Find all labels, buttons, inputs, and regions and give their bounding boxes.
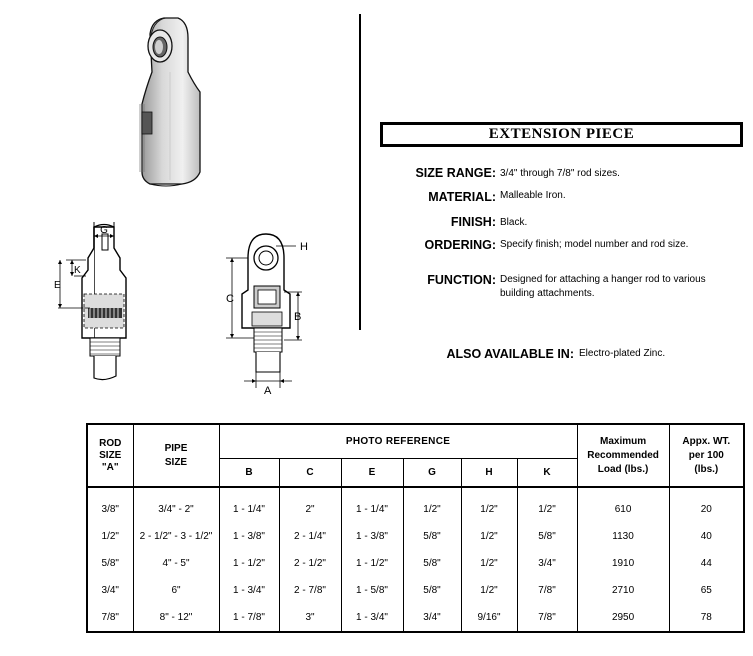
cell-weight: 40 [669, 523, 744, 550]
cell-g: 5/8" [403, 523, 461, 550]
cell-c: 2" [279, 487, 341, 523]
cell-load: 2950 [577, 604, 669, 632]
header-weight: Appx. WT. per 100 (lbs.) [669, 424, 744, 487]
cell-k: 7/8" [517, 577, 577, 604]
header-pipe-size: PIPE SIZE [133, 424, 219, 487]
cell-e: 1 - 3/4" [341, 604, 403, 632]
cell-k: 3/4" [517, 550, 577, 577]
function-value-line-1: Designed for attaching a hanger rod to various [500, 274, 706, 285]
cell-pipe: 4" - 5" [133, 550, 219, 577]
cell-pipe: 6" [133, 577, 219, 604]
cell-pipe: 2 - 1/2" - 3 - 1/2" [133, 523, 219, 550]
cell-h: 1/2" [461, 577, 517, 604]
finish-value: Black. [500, 217, 528, 228]
table-row [87, 523, 744, 550]
cell-weight: 20 [669, 487, 744, 523]
label-g: G [100, 225, 108, 236]
size-range-value: 3/4" through 7/8" rod sizes. [500, 168, 620, 179]
cell-rod: 1/2" [87, 523, 133, 550]
cell-rod: 3/8" [87, 487, 133, 523]
header-max-load: Maximum Recommended Load (lbs.) [577, 424, 669, 487]
header-b: B [219, 459, 279, 488]
function-label: FUNCTION: [427, 273, 496, 287]
header-g: G [403, 459, 461, 488]
label-a: A [264, 385, 272, 397]
function-value [500, 273, 706, 301]
size-range-label: SIZE RANGE: [415, 166, 496, 180]
cell-load: 1910 [577, 550, 669, 577]
cell-rod: 3/4" [87, 577, 133, 604]
also-available-value: Electro-plated Zinc. [579, 348, 666, 359]
label-h: H [300, 241, 308, 253]
cell-rod: 7/8" [87, 604, 133, 632]
cell-b: 1 - 3/4" [219, 577, 279, 604]
cell-load: 2710 [577, 577, 669, 604]
cell-h: 1/2" [461, 550, 517, 577]
cell-h: 1/2" [461, 487, 517, 523]
table-row [87, 550, 744, 577]
cell-g: 5/8" [403, 577, 461, 604]
cell-e: 1 - 5/8" [341, 577, 403, 604]
product-illustration [130, 12, 225, 192]
table-header-row [87, 424, 744, 459]
header-rod-size: ROD SIZE "A" [87, 424, 133, 487]
header-c: C [279, 459, 341, 488]
cell-b: 1 - 1/2" [219, 550, 279, 577]
cell-weight: 65 [669, 577, 744, 604]
table-row [87, 604, 744, 632]
table-row [87, 487, 744, 523]
cell-c: 2 - 1/2" [279, 550, 341, 577]
cell-e: 1 - 1/2" [341, 550, 403, 577]
cell-rod: 5/8" [87, 550, 133, 577]
cell-pipe: 8" - 12" [133, 604, 219, 632]
also-available-label: ALSO AVAILABLE IN: [446, 347, 574, 361]
cell-weight: 44 [669, 550, 744, 577]
cell-k: 7/8" [517, 604, 577, 632]
cell-load: 1130 [577, 523, 669, 550]
cell-g: 5/8" [403, 550, 461, 577]
header-k: K [517, 459, 577, 488]
label-b: B [294, 311, 302, 323]
cell-h: 9/16" [461, 604, 517, 632]
material-label: MATERIAL: [428, 190, 496, 204]
cell-k: 5/8" [517, 523, 577, 550]
material-value: Malleable Iron. [500, 190, 566, 201]
table-row [87, 577, 744, 604]
header-photo-reference: PHOTO REFERENCE [219, 424, 577, 459]
label-k: K [74, 265, 81, 276]
cell-pipe: 3/4" - 2" [133, 487, 219, 523]
title-box [380, 122, 743, 147]
header-e: E [341, 459, 403, 488]
cell-g: 3/4" [403, 604, 461, 632]
cell-c: 2 - 7/8" [279, 577, 341, 604]
page-title: EXTENSION PIECE [488, 126, 635, 142]
dimensions-table [86, 423, 745, 633]
cell-b: 1 - 7/8" [219, 604, 279, 632]
finish-label: FINISH: [450, 215, 496, 229]
ordering-value: Specify finish; model number and rod size. [500, 239, 689, 250]
function-value-line-2: building attachments. [500, 288, 595, 299]
ordering-label: ORDERING: [424, 238, 496, 252]
cell-b: 1 - 1/4" [219, 487, 279, 523]
cell-e: 1 - 3/8" [341, 523, 403, 550]
label-e: E [54, 280, 61, 291]
cell-load: 610 [577, 487, 669, 523]
cell-weight: 78 [669, 604, 744, 632]
cell-k: 1/2" [517, 487, 577, 523]
front-view-drawing [50, 218, 140, 388]
cell-b: 1 - 3/8" [219, 523, 279, 550]
cell-g: 1/2" [403, 487, 461, 523]
header-h: H [461, 459, 517, 488]
side-view-drawing [218, 228, 318, 398]
cell-e: 1 - 1/4" [341, 487, 403, 523]
cell-h: 1/2" [461, 523, 517, 550]
label-c: C [226, 293, 234, 305]
cell-c: 3" [279, 604, 341, 632]
cell-c: 2 - 1/4" [279, 523, 341, 550]
